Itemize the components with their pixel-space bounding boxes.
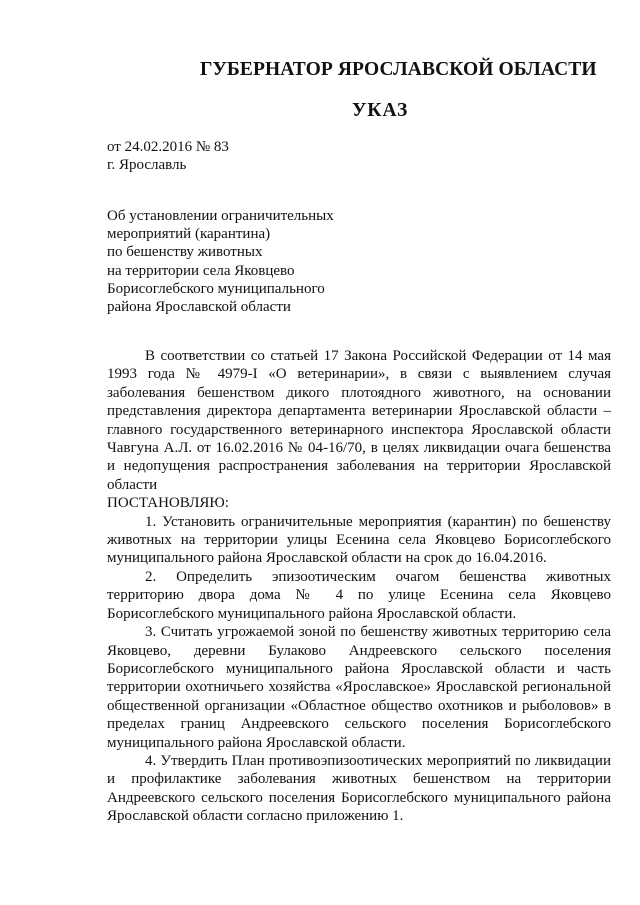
subject-line: района Ярославской области (107, 299, 291, 316)
resolution-item: 4. Утвердить План противоэпизоотических мероприятий по ликвидации и профилактике заболевания животных бешенством на территории Андреевского сельского поселения Борисоглебского муниципального района Ярославской области согласно приложению 1. (107, 752, 611, 825)
resolution-item: 2. Определить эпизоотическим очагом бешенства животных территорию двора дома № 4 по улице Есенина села Яковцево Борисоглебского муниципального района Ярославской области. (107, 568, 611, 622)
subject-line: по бешенству животных (107, 244, 263, 261)
document-type-heading: УКАЗ (352, 100, 409, 121)
date-number-line: от 24.02.2016 № 83 (107, 139, 229, 155)
subject-line: на территории села Яковцево (107, 262, 295, 279)
preamble-paragraph: В соответствии со статьей 17 Закона Российской Федерации от 14 мая 1993 года № 4979-I «О ветеринарии», в связи с выявлением случая заболевания бешенством дикого плотоядного животного, на основании представления директора департамента ветеринарии Ярославской области – главного государственного ветеринарного инспектора Ярославской области Чавгуна А.Л. от 16.02.2016 № 04-16/70, в целях ликвидации очага бешенства и недопущения распространения заболевания на территории Ярославской области (107, 348, 611, 493)
resolution-item: 3. Считать угрожаемой зоной по бешенству животных территорию села Яковцево, деревни Булаково Андреевского сельского поселения Борисоглебского муниципального района Ярославской области и часть территории охотничьего хозяйства «Ярославское» Ярославской региональной общественной организации «Областное общество охотников и рыболовов» в пределах границ Андреевского сельского поселения Борисоглебского муниципального района Ярославской области. (107, 624, 611, 751)
city-line: г. Ярославль (107, 157, 187, 173)
document-authority-title: ГУБЕРНАТОР ЯРОСЛАВСКОЙ ОБЛАСТИ (200, 59, 597, 80)
subject-line: Об установлении ограничительных (107, 208, 334, 224)
subject-line: мероприятий (карантина) (107, 226, 271, 243)
subject-line: Борисоглебского муниципального (107, 280, 325, 297)
document-meta (107, 138, 229, 174)
resolve-heading: ПОСТАНОВЛЯЮ: (107, 495, 229, 512)
resolution-item: 1. Установить ограничительные мероприятия (карантин) по бешенству животных на территории улицы Есенина села Яковцево Борисоглебского муниципального района Ярославской области на срок до 16.04.2016. (107, 513, 611, 567)
document-subject (107, 207, 334, 316)
document-body (107, 347, 611, 826)
